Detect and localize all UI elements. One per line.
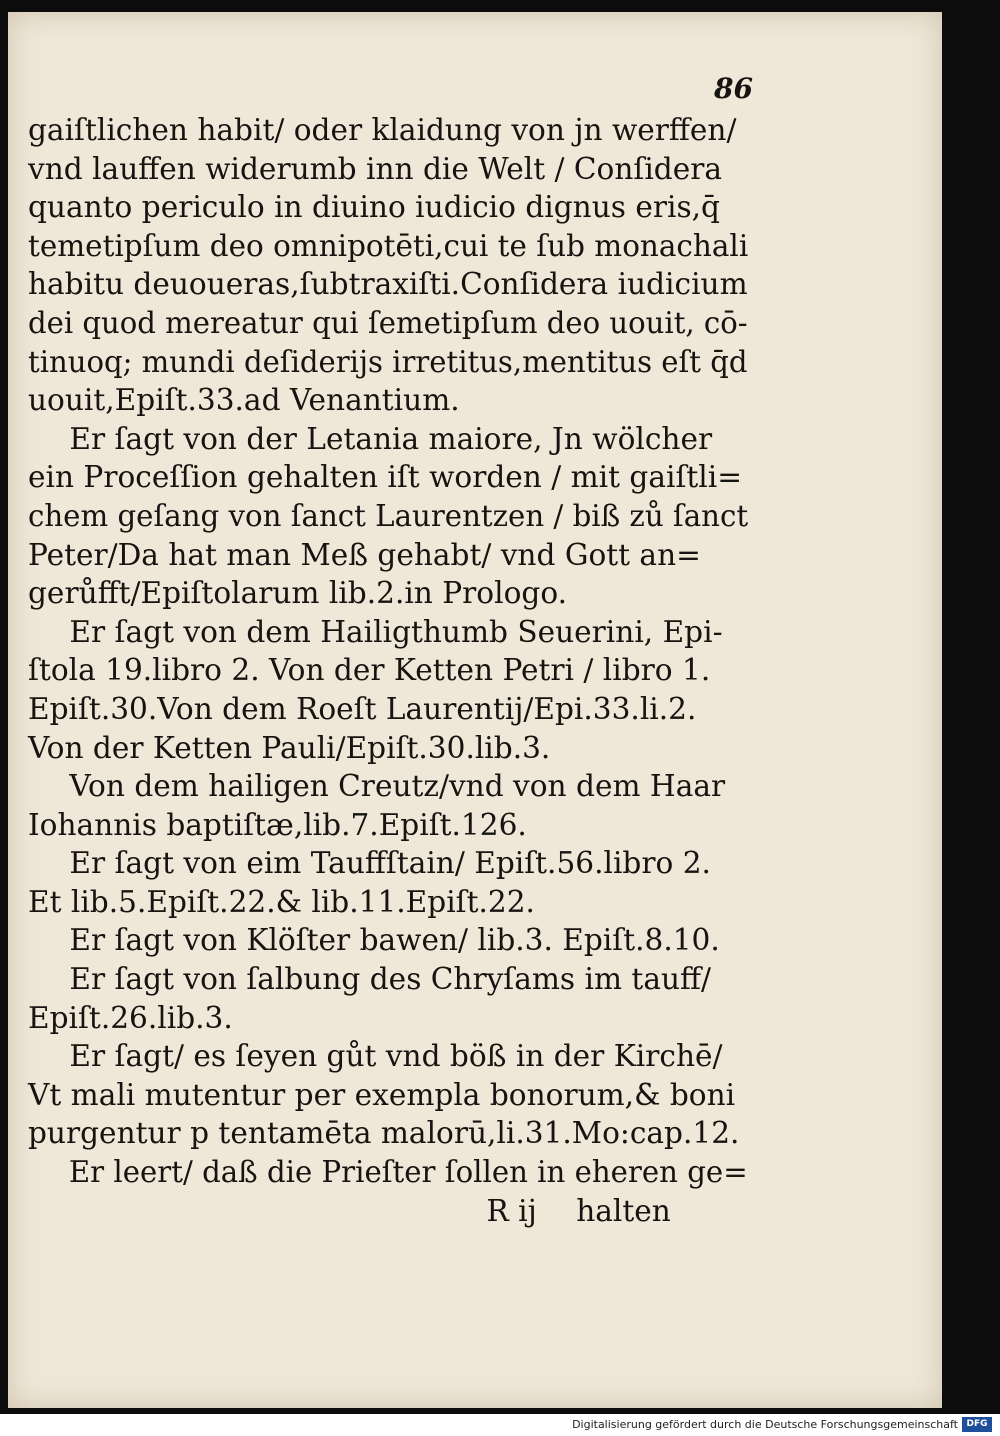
signature-line <box>28 1193 748 1232</box>
text-line: gaiſtlichen habit/ oder klaidung von jn werffen/ <box>28 113 737 148</box>
text-line: Er ſagt von der Letania maiore, Jn wölcher <box>69 421 713 457</box>
text-line: Er leert/ daß die Prieſter ſollen in eheren ge= <box>68 1155 748 1191</box>
text-line: tinuoq; mundi deſiderijs irretitus,mentitus eſt q̄d <box>28 344 748 380</box>
footer-bar <box>0 1414 1000 1436</box>
text-line: Er ſagt/ es ſeyen gůt vnd böß in der Kirchē/ <box>69 1039 723 1075</box>
signature-mark: R ij <box>486 1193 537 1229</box>
text-line: habitu deuoueras,ſubtraxiſti.Conſidera iudicium <box>28 267 748 303</box>
text-line: Von dem hailigen Creutz/vnd von dem Haar <box>69 769 726 805</box>
page-number: 86 <box>714 72 753 105</box>
text-line: dei quod mereatur qui ſemetipſum deo uouit, cō- <box>28 305 748 341</box>
text-line: Er ſagt von ſalbung des Chryſams im tauff/ <box>69 962 711 998</box>
text-line: uouit,Epiſt.33.ad Venantium. <box>28 383 460 419</box>
book-page <box>8 12 942 1408</box>
text-line: ein Proceſſion gehalten iſt worden / mit gaiſtli= <box>28 460 743 496</box>
text-line: Er ſagt von Klöſter bawen/ lib.3. Epiſt.8.10. <box>69 923 720 959</box>
text-line: ſtola 19.libro 2. Von der Ketten Petri / libro 1. <box>28 653 711 689</box>
text-line: Er ſagt von dem Hailigthumb Seuerini, Epi- <box>69 614 723 650</box>
text-line: Er ſagt von eim Tauffſtain/ Epiſt.56.libro 2. <box>69 846 711 882</box>
text-line: Peter/Da hat man Meß gehabt/ vnd Gott an= <box>28 537 701 573</box>
catchword: halten <box>576 1193 671 1229</box>
text-line: temetipſum deo omnipotēti,cui te ſub monachali <box>28 228 749 264</box>
text-line: gerůfft/Epiſtolarum lib.2.in Prologo. <box>28 576 568 612</box>
text-line: Epiſt.30.Von dem Roeſt Laurentij/Epi.33.li.2. <box>28 691 697 727</box>
text-line: quanto periculo in diuino iudicio dignus eris,q̄ <box>28 190 720 226</box>
text-line: vnd lauffen widerumb inn die Welt / Conſidera <box>28 151 723 187</box>
dfg-logo: DFG <box>962 1417 992 1432</box>
text-line: Et lib.5.Epiſt.22.& lib.11.Epiſt.22. <box>28 884 535 920</box>
text-block <box>28 112 758 1231</box>
text-line: Von der Ketten Pauli/Epiſt.30.lib.3. <box>28 730 551 766</box>
text-line: Epiſt.26.lib.3. <box>28 1000 233 1036</box>
funding-credit: Digitalisierung gefördert durch die Deutsche Forschungsgemeinschaft <box>572 1418 958 1431</box>
text-line: Vt mali mutentur per exempla bonorum,& boni <box>28 1077 736 1113</box>
text-line: Iohannis baptiſtæ,lib.7.Epiſt.126. <box>28 807 527 843</box>
text-line: purgentur p tentamēta malorū,li.31.Mo:cap.12. <box>28 1116 740 1152</box>
text-line: chem geſang von ſanct Laurentzen / biß zů ſanct <box>28 498 749 534</box>
